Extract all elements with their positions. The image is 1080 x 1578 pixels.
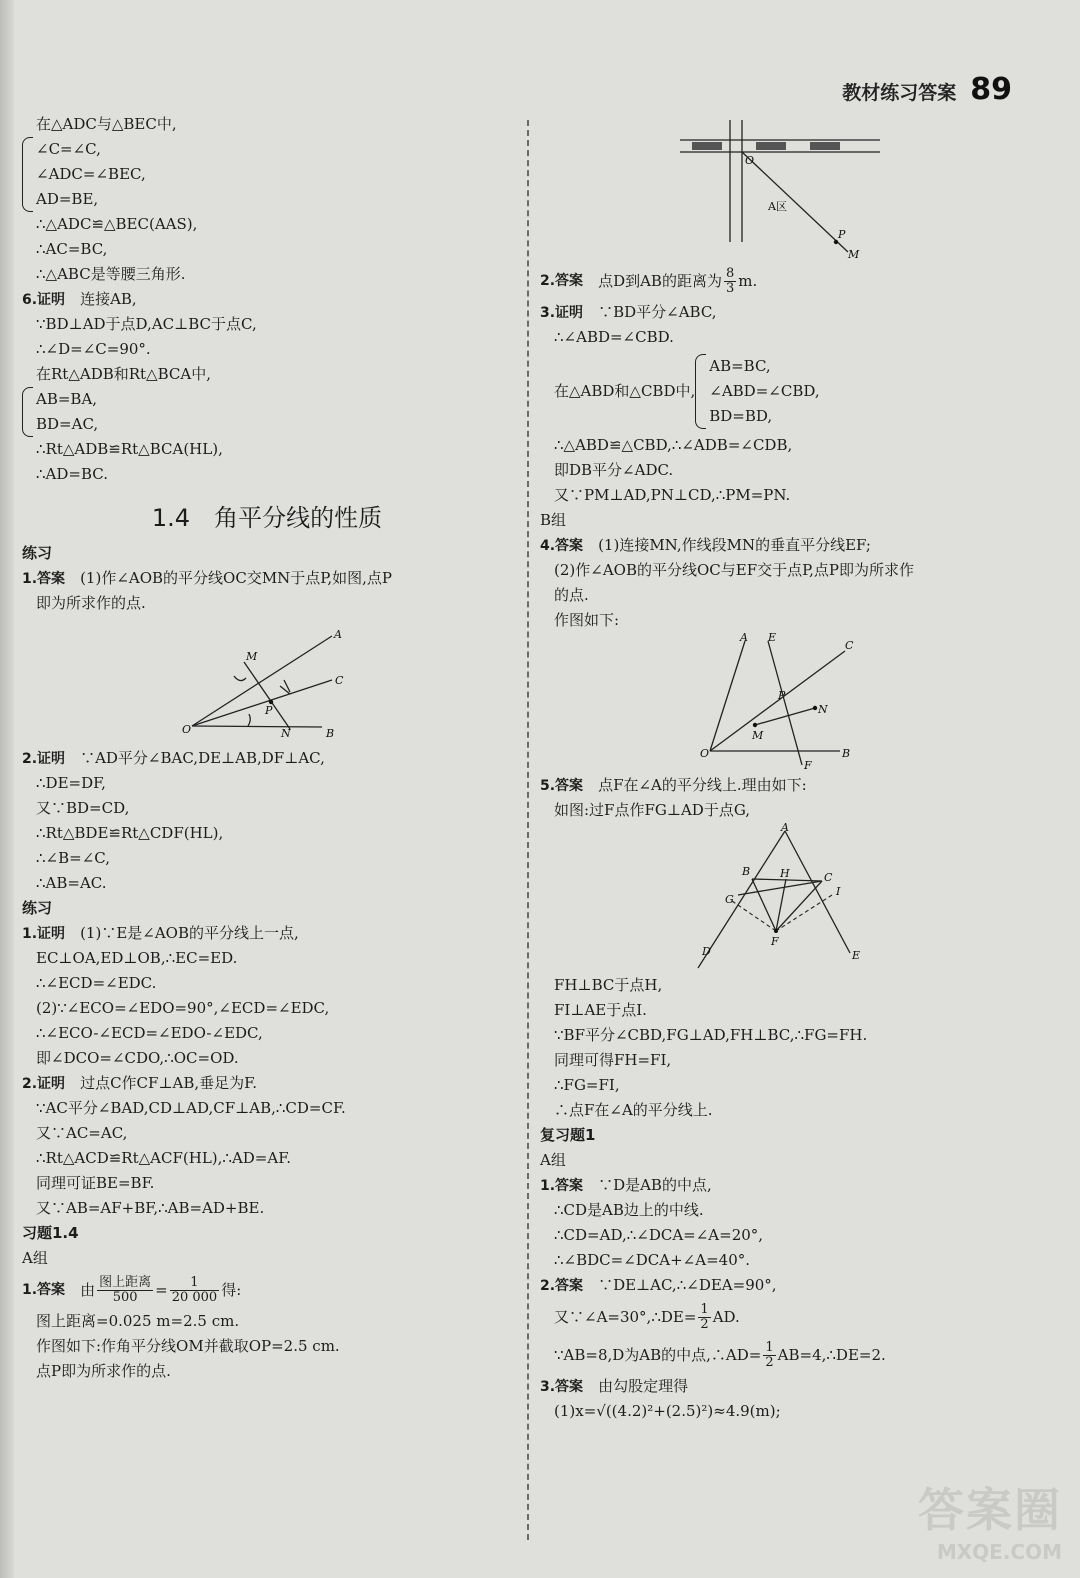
text-line: AD=BE,: [36, 190, 99, 208]
text-span: 由: [80, 1280, 96, 1299]
book-spine: [0, 0, 14, 1578]
text-line: ∴DE=DF,: [36, 774, 106, 792]
fraction: $\frac{1}{2}$: [765, 1339, 774, 1370]
text-line: 在Rt△ADB和Rt△BCA中,: [36, 365, 211, 383]
text-line: 即DB平分∠ADC.: [554, 461, 674, 479]
text-line: ∴AB=AC.: [36, 874, 107, 892]
page-header: [842, 72, 1012, 107]
fig2-label-F: F: [804, 759, 812, 772]
triangle-figure: [540, 823, 1040, 973]
text-line: 点P即为所求作的点.: [36, 1362, 171, 1380]
angle-bisector-figure: [22, 616, 512, 746]
answer-tag: 2.证明: [22, 1076, 66, 1092]
fig1-label-M: M: [246, 650, 258, 663]
text-span: =: [155, 1280, 168, 1299]
fraction: $\frac{\text{图上距离}}{500}$: [99, 1274, 152, 1305]
fraction: $\frac{1}{20 000}$: [171, 1274, 218, 1305]
text-line: 在△ADC与△BEC中,: [36, 115, 177, 133]
fig1-label-N: N: [281, 727, 291, 740]
text-span: (1)∵E是∠AOB的平分线上一点,: [80, 924, 299, 942]
text-span: ∵D是AB的中点,: [598, 1176, 712, 1194]
answer-tag: 2.证明: [22, 751, 66, 767]
text-span: 又∵∠A=30°,∴DE=: [554, 1307, 697, 1326]
fig3-label-E: E: [852, 949, 861, 962]
text-line: ∠C=∠C,: [36, 140, 101, 158]
text-line: ∵BD⊥AD于点D,AC⊥BC于点C,: [36, 315, 257, 333]
fig2-label-N: N: [818, 703, 828, 716]
text-span: AB=4,∴DE=2.: [777, 1345, 886, 1364]
text-line: ∴△ABD≌△CBD,∴∠ADB=∠CDB,: [554, 436, 793, 454]
fig1-label-O: O: [182, 723, 192, 736]
text-span: ∵DE⊥AC,∴∠DEA=90°,: [598, 1276, 777, 1294]
text-line: 又∵PM⊥AD,PN⊥CD,∴PM=PN.: [554, 486, 791, 504]
text-span: m.: [738, 271, 758, 290]
answer-tag: 1.证明: [22, 926, 66, 942]
fig3-label-H: H: [780, 867, 790, 880]
group-label: A组: [22, 1249, 48, 1267]
text-line: ∴△ABC是等腰三角形.: [36, 265, 186, 283]
brace: [22, 387, 33, 437]
fig2-label-B: B: [842, 747, 851, 760]
answer-tag: 1.答案: [22, 1281, 66, 1298]
brace-group: [695, 354, 819, 429]
group-label: A组: [540, 1151, 566, 1169]
watermark-url: MXQE.COM: [936, 1540, 1062, 1564]
answer-tag: 3.答案: [540, 1379, 584, 1395]
text-line: 图上距离=0.025 m=2.5 cm.: [36, 1312, 240, 1330]
section-title: 1.4 角平分线的性质: [151, 504, 383, 532]
answer-tag: 6.证明: [22, 292, 66, 308]
road-label-M: M: [848, 248, 860, 261]
text-line: 同理可得FH=FI,: [554, 1051, 672, 1069]
answer-tag: 1.答案: [540, 1178, 584, 1194]
group-label: B组: [540, 511, 567, 529]
subsection-heading: 练习: [22, 899, 53, 917]
text-line: (2)∵∠ECO=∠EDO=90°,∠ECD=∠EDC,: [36, 999, 330, 1017]
right-column: [540, 112, 1040, 1424]
text-line: ∴∠ECO-∠ECD=∠EDO-∠EDC,: [36, 1024, 263, 1042]
text-line: ∴点F在∠A的平分线上.: [554, 1101, 713, 1119]
text-line: ∴∠BDC=∠DCA+∠A=40°.: [554, 1251, 751, 1269]
fig2-label-E: E: [768, 633, 777, 644]
text-line: 又∵AC=AC,: [36, 1124, 128, 1142]
fig1-label-C: C: [335, 674, 344, 687]
text-line: 如图:过F点作FG⊥AD于点G,: [554, 801, 751, 819]
fig3-label-F: F: [771, 935, 779, 948]
text-line: AB=BC,: [709, 357, 771, 375]
text-line: ∴△ADC≌△BEC(AAS),: [36, 215, 198, 233]
text-line: 即为所求作的点.: [36, 594, 146, 612]
fig3-label-A: A: [781, 823, 789, 834]
watermark: [918, 1474, 1062, 1564]
text-span: 在△ABD和△CBD中,: [554, 382, 696, 400]
text-line: 同理可证BE=BF.: [36, 1174, 155, 1192]
answer-tag: 4.答案: [540, 538, 584, 554]
column-divider: [527, 120, 529, 1540]
subsection-heading: 习题1.4: [22, 1224, 79, 1242]
brace: [22, 137, 33, 212]
text-line: 作图如下:作角平分线OM并截取OP=2.5 cm.: [36, 1337, 340, 1355]
text-line: ∵AC平分∠BAD,CD⊥AD,CF⊥AB,∴CD=CF.: [36, 1099, 346, 1117]
fig2-label-O: O: [700, 747, 710, 760]
brace: [695, 354, 706, 429]
text-line: ∴∠B=∠C,: [36, 849, 110, 867]
fig3-label-B: B: [742, 865, 751, 878]
road-label-O: O: [745, 154, 755, 167]
text-line: AB=BA,: [36, 390, 98, 408]
subsection-heading: 练习: [22, 544, 53, 562]
text-span: 连接AB,: [80, 290, 137, 308]
road-figure: [540, 112, 1040, 262]
text-line: 的点.: [554, 586, 589, 604]
text-line: ∴AC=BC,: [36, 240, 108, 258]
text-line: 作图如下:: [554, 611, 620, 629]
brace-group: [22, 137, 512, 212]
fig1-label-P: P: [265, 704, 273, 717]
perpendicular-bisector-figure: [540, 633, 1040, 773]
text-line: FI⊥AE于点I.: [554, 1001, 647, 1019]
answer-tag: 2.答案: [540, 272, 584, 289]
header-label: 教材练习答案: [842, 82, 957, 104]
answer-tag: 1.答案: [22, 571, 66, 587]
subsection-heading: 复习题1: [540, 1126, 596, 1144]
answer-tag: 5.答案: [540, 778, 584, 794]
text-span: 点D到AB的距离为: [598, 271, 722, 290]
text-line: ∴Rt△BDE≌Rt△CDF(HL),: [36, 824, 224, 842]
text-span: 过点C作CF⊥AB,垂足为F.: [80, 1074, 258, 1092]
text-line: ∵BF平分∠CBD,FG⊥AD,FH⊥BC,∴FG=FH.: [554, 1026, 868, 1044]
fig2-label-A: A: [740, 633, 748, 644]
system-block: [540, 354, 1040, 429]
text-line: ∴CD=AD,∴∠DCA=∠A=20°,: [554, 1226, 764, 1244]
text-line: ∴∠ABD=∠CBD.: [554, 328, 674, 346]
text-line: ∴∠ECD=∠EDC.: [36, 974, 157, 992]
text-line: 即∠DCO=∠CDO,∴OC=OD.: [36, 1049, 239, 1067]
text-span: 点F在∠A的平分线上.理由如下:: [598, 776, 807, 794]
text-line: ∠ADC=∠BEC,: [36, 165, 146, 183]
text-line: FH⊥BC于点H,: [554, 976, 663, 994]
text-line: (2)作∠AOB的平分线OC与EF交于点P,点P即为所求作: [554, 561, 915, 579]
text-line: ∴FG=FI,: [554, 1076, 620, 1094]
fig2-label-C: C: [845, 639, 854, 652]
text-line: ∠ABD=∠CBD,: [709, 382, 820, 400]
text-line: BD=BD,: [709, 407, 773, 425]
road-label-P: P: [838, 228, 846, 241]
fraction: $\frac{8}{3}$: [725, 265, 735, 296]
text-line: ∴CD是AB边上的中线.: [554, 1201, 704, 1219]
text-line: ∴∠D=∠C=90°.: [36, 340, 151, 358]
text-line: BD=AC,: [36, 415, 99, 433]
watermark-logo: 答案圈: [918, 1483, 1062, 1537]
text-span: 得:: [221, 1280, 242, 1299]
answer-tag: 3.证明: [540, 305, 584, 321]
page-number: 89: [970, 72, 1012, 107]
fig1-label-B: B: [326, 727, 335, 740]
fig1-label-A: A: [334, 628, 342, 641]
text-span: ∵AB=8,D为AB的中点,∴AD=: [554, 1345, 762, 1364]
text-line: ∴Rt△ADB≌Rt△BCA(HL),: [36, 440, 223, 458]
text-span: ∵BD平分∠ABC,: [598, 303, 717, 321]
text-line: (1)x=√((4.2)²+(2.5)²)≈4.9(m);: [554, 1402, 781, 1420]
answer-tag: 2.答案: [540, 1278, 584, 1294]
text-span: (1)作∠AOB的平分线OC交MN于点P,如图,点P: [80, 569, 392, 587]
left-column: [22, 112, 512, 1384]
fig2-label-P: P: [778, 689, 786, 702]
fig3-label-G: G: [725, 893, 734, 906]
text-span: 由勾股定理得: [598, 1377, 689, 1395]
text-line: 又∵AB=AF+BF,∴AB=AD+BE.: [36, 1199, 265, 1217]
text-line: 又∵BD=CD,: [36, 799, 130, 817]
road-label-region: A区: [768, 200, 787, 213]
text-span: (1)连接MN,作线段MN的垂直平分线EF;: [598, 536, 871, 554]
text-line: ∴Rt△ACD≌Rt△ACF(HL),∴AD=AF.: [36, 1149, 292, 1167]
fig3-label-D: D: [702, 945, 711, 958]
fig2-label-M: M: [752, 729, 764, 742]
fig3-label-C: C: [824, 871, 833, 884]
fig3-label-I: I: [836, 885, 841, 898]
text-span: AD.: [712, 1307, 740, 1326]
text-span: ∵AD平分∠BAC,DE⊥AB,DF⊥AC,: [80, 749, 325, 767]
text-line: EC⊥OA,ED⊥OB,∴EC=ED.: [36, 949, 238, 967]
text-line: ∴AD=BC.: [36, 465, 108, 483]
brace-group: [22, 387, 512, 437]
fraction: $\frac{1}{2}$: [700, 1301, 709, 1332]
